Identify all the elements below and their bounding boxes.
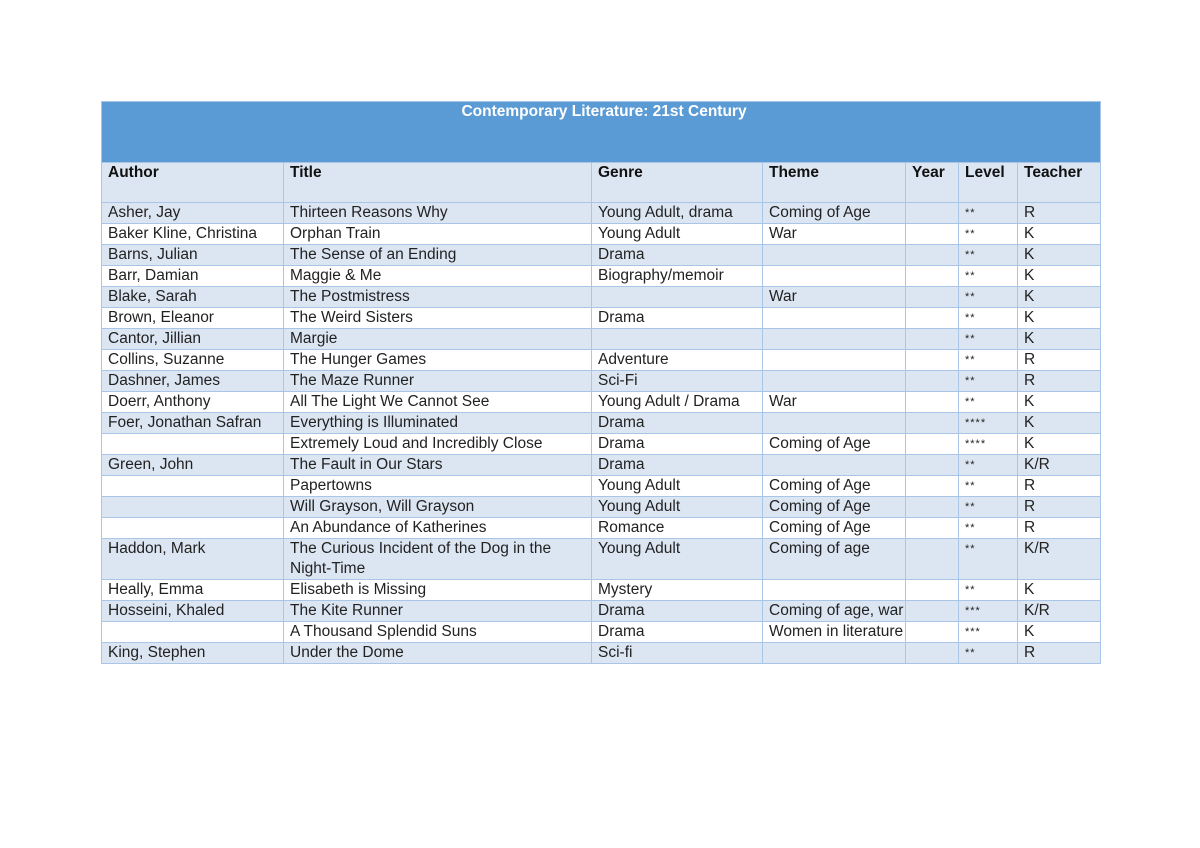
cell-genre: Drama xyxy=(592,434,763,455)
cell-genre: Drama xyxy=(592,622,763,643)
table-row xyxy=(102,350,1101,371)
cell-level: ** xyxy=(959,643,1018,664)
cell-theme xyxy=(763,350,906,371)
cell-author: Asher, Jay xyxy=(102,203,284,224)
cell-genre xyxy=(592,329,763,350)
cell-teacher: K xyxy=(1018,329,1101,350)
table-row xyxy=(102,329,1101,350)
table-row xyxy=(102,308,1101,329)
cell-author: Foer, Jonathan Safran xyxy=(102,413,284,434)
cell-teacher: K xyxy=(1018,392,1101,413)
cell-author xyxy=(102,497,284,518)
cell-teacher: K xyxy=(1018,580,1101,601)
table-body xyxy=(102,203,1101,664)
cell-title: Thirteen Reasons Why xyxy=(284,203,592,224)
table-row xyxy=(102,203,1101,224)
cell-title: Will Grayson, Will Grayson xyxy=(284,497,592,518)
cell-title: A Thousand Splendid Suns xyxy=(284,622,592,643)
table-row xyxy=(102,643,1101,664)
cell-year xyxy=(906,287,959,308)
cell-title: Margie xyxy=(284,329,592,350)
cell-genre: Young Adult, drama xyxy=(592,203,763,224)
cell-author: Blake, Sarah xyxy=(102,287,284,308)
header-level: Level xyxy=(959,163,1018,203)
table-row xyxy=(102,434,1101,455)
cell-level: ** xyxy=(959,392,1018,413)
cell-year xyxy=(906,371,959,392)
cell-title: Orphan Train xyxy=(284,224,592,245)
cell-author: Haddon, Mark xyxy=(102,539,284,580)
cell-genre: Sci-fi xyxy=(592,643,763,664)
cell-level: *** xyxy=(959,622,1018,643)
table-row xyxy=(102,392,1101,413)
cell-teacher: K xyxy=(1018,413,1101,434)
cell-year xyxy=(906,476,959,497)
cell-title: The Kite Runner xyxy=(284,601,592,622)
cell-genre: Young Adult xyxy=(592,539,763,580)
cell-teacher: K/R xyxy=(1018,539,1101,580)
cell-level: ** xyxy=(959,518,1018,539)
cell-year xyxy=(906,434,959,455)
cell-theme xyxy=(763,413,906,434)
cell-genre: Young Adult / Drama xyxy=(592,392,763,413)
cell-level: ** xyxy=(959,308,1018,329)
cell-theme: Coming of age, war xyxy=(763,601,906,622)
cell-year xyxy=(906,601,959,622)
cell-theme xyxy=(763,266,906,287)
header-theme: Theme xyxy=(763,163,906,203)
table-row xyxy=(102,413,1101,434)
cell-level: ** xyxy=(959,266,1018,287)
cell-year xyxy=(906,539,959,580)
cell-theme: Coming of Age xyxy=(763,476,906,497)
cell-level: ** xyxy=(959,245,1018,266)
cell-theme xyxy=(763,308,906,329)
cell-year xyxy=(906,308,959,329)
cell-teacher: R xyxy=(1018,497,1101,518)
table-row xyxy=(102,476,1101,497)
table-row xyxy=(102,455,1101,476)
cell-title: The Sense of an Ending xyxy=(284,245,592,266)
cell-genre: Young Adult xyxy=(592,476,763,497)
cell-teacher: R xyxy=(1018,643,1101,664)
cell-level: ** xyxy=(959,476,1018,497)
cell-level: **** xyxy=(959,413,1018,434)
cell-level: ** xyxy=(959,350,1018,371)
cell-theme xyxy=(763,580,906,601)
cell-title: An Abundance of Katherines xyxy=(284,518,592,539)
cell-title: The Maze Runner xyxy=(284,371,592,392)
cell-title: Under the Dome xyxy=(284,643,592,664)
header-teacher: Teacher xyxy=(1018,163,1101,203)
header-author: Author xyxy=(102,163,284,203)
cell-year xyxy=(906,643,959,664)
cell-title: Extremely Loud and Incredibly Close xyxy=(284,434,592,455)
cell-theme: Coming of Age xyxy=(763,518,906,539)
cell-author: Collins, Suzanne xyxy=(102,350,284,371)
cell-year xyxy=(906,224,959,245)
cell-teacher: R xyxy=(1018,203,1101,224)
cell-title: Elisabeth is Missing xyxy=(284,580,592,601)
cell-author: Hosseini, Khaled xyxy=(102,601,284,622)
cell-title: The Postmistress xyxy=(284,287,592,308)
cell-genre: Sci-Fi xyxy=(592,371,763,392)
cell-theme xyxy=(763,329,906,350)
cell-theme: Coming of age xyxy=(763,539,906,580)
cell-level: ** xyxy=(959,224,1018,245)
cell-author: Cantor, Jillian xyxy=(102,329,284,350)
cell-teacher: R xyxy=(1018,518,1101,539)
cell-year xyxy=(906,413,959,434)
cell-teacher: R xyxy=(1018,350,1101,371)
cell-level: ** xyxy=(959,455,1018,476)
cell-title: Papertowns xyxy=(284,476,592,497)
cell-year xyxy=(906,329,959,350)
cell-title: The Curious Incident of the Dog in the Night-Time xyxy=(284,539,592,580)
cell-teacher: R xyxy=(1018,476,1101,497)
cell-year xyxy=(906,518,959,539)
cell-teacher: K xyxy=(1018,434,1101,455)
table-header-row xyxy=(102,163,1101,203)
cell-theme: Coming of Age xyxy=(763,434,906,455)
cell-author xyxy=(102,518,284,539)
table-title-row xyxy=(102,102,1101,163)
cell-author xyxy=(102,622,284,643)
cell-genre: Drama xyxy=(592,601,763,622)
cell-theme xyxy=(763,371,906,392)
cell-teacher: K/R xyxy=(1018,601,1101,622)
cell-level: ** xyxy=(959,203,1018,224)
literature-table xyxy=(101,101,1101,664)
cell-level: ** xyxy=(959,580,1018,601)
cell-theme xyxy=(763,245,906,266)
cell-year xyxy=(906,266,959,287)
cell-teacher: K/R xyxy=(1018,455,1101,476)
cell-genre: Romance xyxy=(592,518,763,539)
cell-author: Heally, Emma xyxy=(102,580,284,601)
cell-teacher: K xyxy=(1018,622,1101,643)
cell-title: Maggie & Me xyxy=(284,266,592,287)
cell-author xyxy=(102,434,284,455)
cell-year xyxy=(906,455,959,476)
table-row xyxy=(102,622,1101,643)
table-row xyxy=(102,371,1101,392)
table-row xyxy=(102,601,1101,622)
cell-title: Everything is Illuminated xyxy=(284,413,592,434)
cell-year xyxy=(906,245,959,266)
table-row xyxy=(102,518,1101,539)
cell-year xyxy=(906,350,959,371)
cell-teacher: K xyxy=(1018,224,1101,245)
cell-author: Barns, Julian xyxy=(102,245,284,266)
cell-teacher: R xyxy=(1018,371,1101,392)
cell-theme: Coming of Age xyxy=(763,203,906,224)
header-genre: Genre xyxy=(592,163,763,203)
cell-title: The Hunger Games xyxy=(284,350,592,371)
table-row xyxy=(102,539,1101,580)
table-row xyxy=(102,266,1101,287)
cell-level: ** xyxy=(959,539,1018,580)
cell-level: ** xyxy=(959,371,1018,392)
cell-genre: Biography/memoir xyxy=(592,266,763,287)
cell-theme: Coming of Age xyxy=(763,497,906,518)
cell-genre: Drama xyxy=(592,308,763,329)
cell-level: *** xyxy=(959,601,1018,622)
cell-genre: Drama xyxy=(592,413,763,434)
cell-teacher: K xyxy=(1018,308,1101,329)
cell-author: Brown, Eleanor xyxy=(102,308,284,329)
table-title: Contemporary Literature: 21st Century xyxy=(102,102,1101,163)
cell-author: Barr, Damian xyxy=(102,266,284,287)
cell-theme: War xyxy=(763,287,906,308)
cell-author: Doerr, Anthony xyxy=(102,392,284,413)
cell-teacher: K xyxy=(1018,266,1101,287)
cell-genre: Drama xyxy=(592,245,763,266)
cell-author: Dashner, James xyxy=(102,371,284,392)
cell-teacher: K xyxy=(1018,245,1101,266)
cell-level: ** xyxy=(959,329,1018,350)
cell-title: The Fault in Our Stars xyxy=(284,455,592,476)
cell-author: King, Stephen xyxy=(102,643,284,664)
table-row xyxy=(102,245,1101,266)
cell-theme: War xyxy=(763,224,906,245)
cell-title: The Weird Sisters xyxy=(284,308,592,329)
cell-year xyxy=(906,622,959,643)
cell-theme: War xyxy=(763,392,906,413)
cell-year xyxy=(906,580,959,601)
cell-year xyxy=(906,497,959,518)
cell-genre: Mystery xyxy=(592,580,763,601)
cell-level: ** xyxy=(959,497,1018,518)
header-title: Title xyxy=(284,163,592,203)
cell-author xyxy=(102,476,284,497)
cell-genre xyxy=(592,287,763,308)
cell-year xyxy=(906,392,959,413)
cell-title: All The Light We Cannot See xyxy=(284,392,592,413)
header-year: Year xyxy=(906,163,959,203)
cell-theme xyxy=(763,643,906,664)
cell-genre: Drama xyxy=(592,455,763,476)
table-row xyxy=(102,224,1101,245)
cell-genre: Adventure xyxy=(592,350,763,371)
cell-author: Baker Kline, Christina xyxy=(102,224,284,245)
cell-theme: Women in literature xyxy=(763,622,906,643)
table-row xyxy=(102,287,1101,308)
cell-author: Green, John xyxy=(102,455,284,476)
cell-level: **** xyxy=(959,434,1018,455)
table-row xyxy=(102,580,1101,601)
cell-genre: Young Adult xyxy=(592,224,763,245)
cell-genre: Young Adult xyxy=(592,497,763,518)
table-row xyxy=(102,497,1101,518)
cell-teacher: K xyxy=(1018,287,1101,308)
cell-level: ** xyxy=(959,287,1018,308)
cell-year xyxy=(906,203,959,224)
cell-theme xyxy=(763,455,906,476)
